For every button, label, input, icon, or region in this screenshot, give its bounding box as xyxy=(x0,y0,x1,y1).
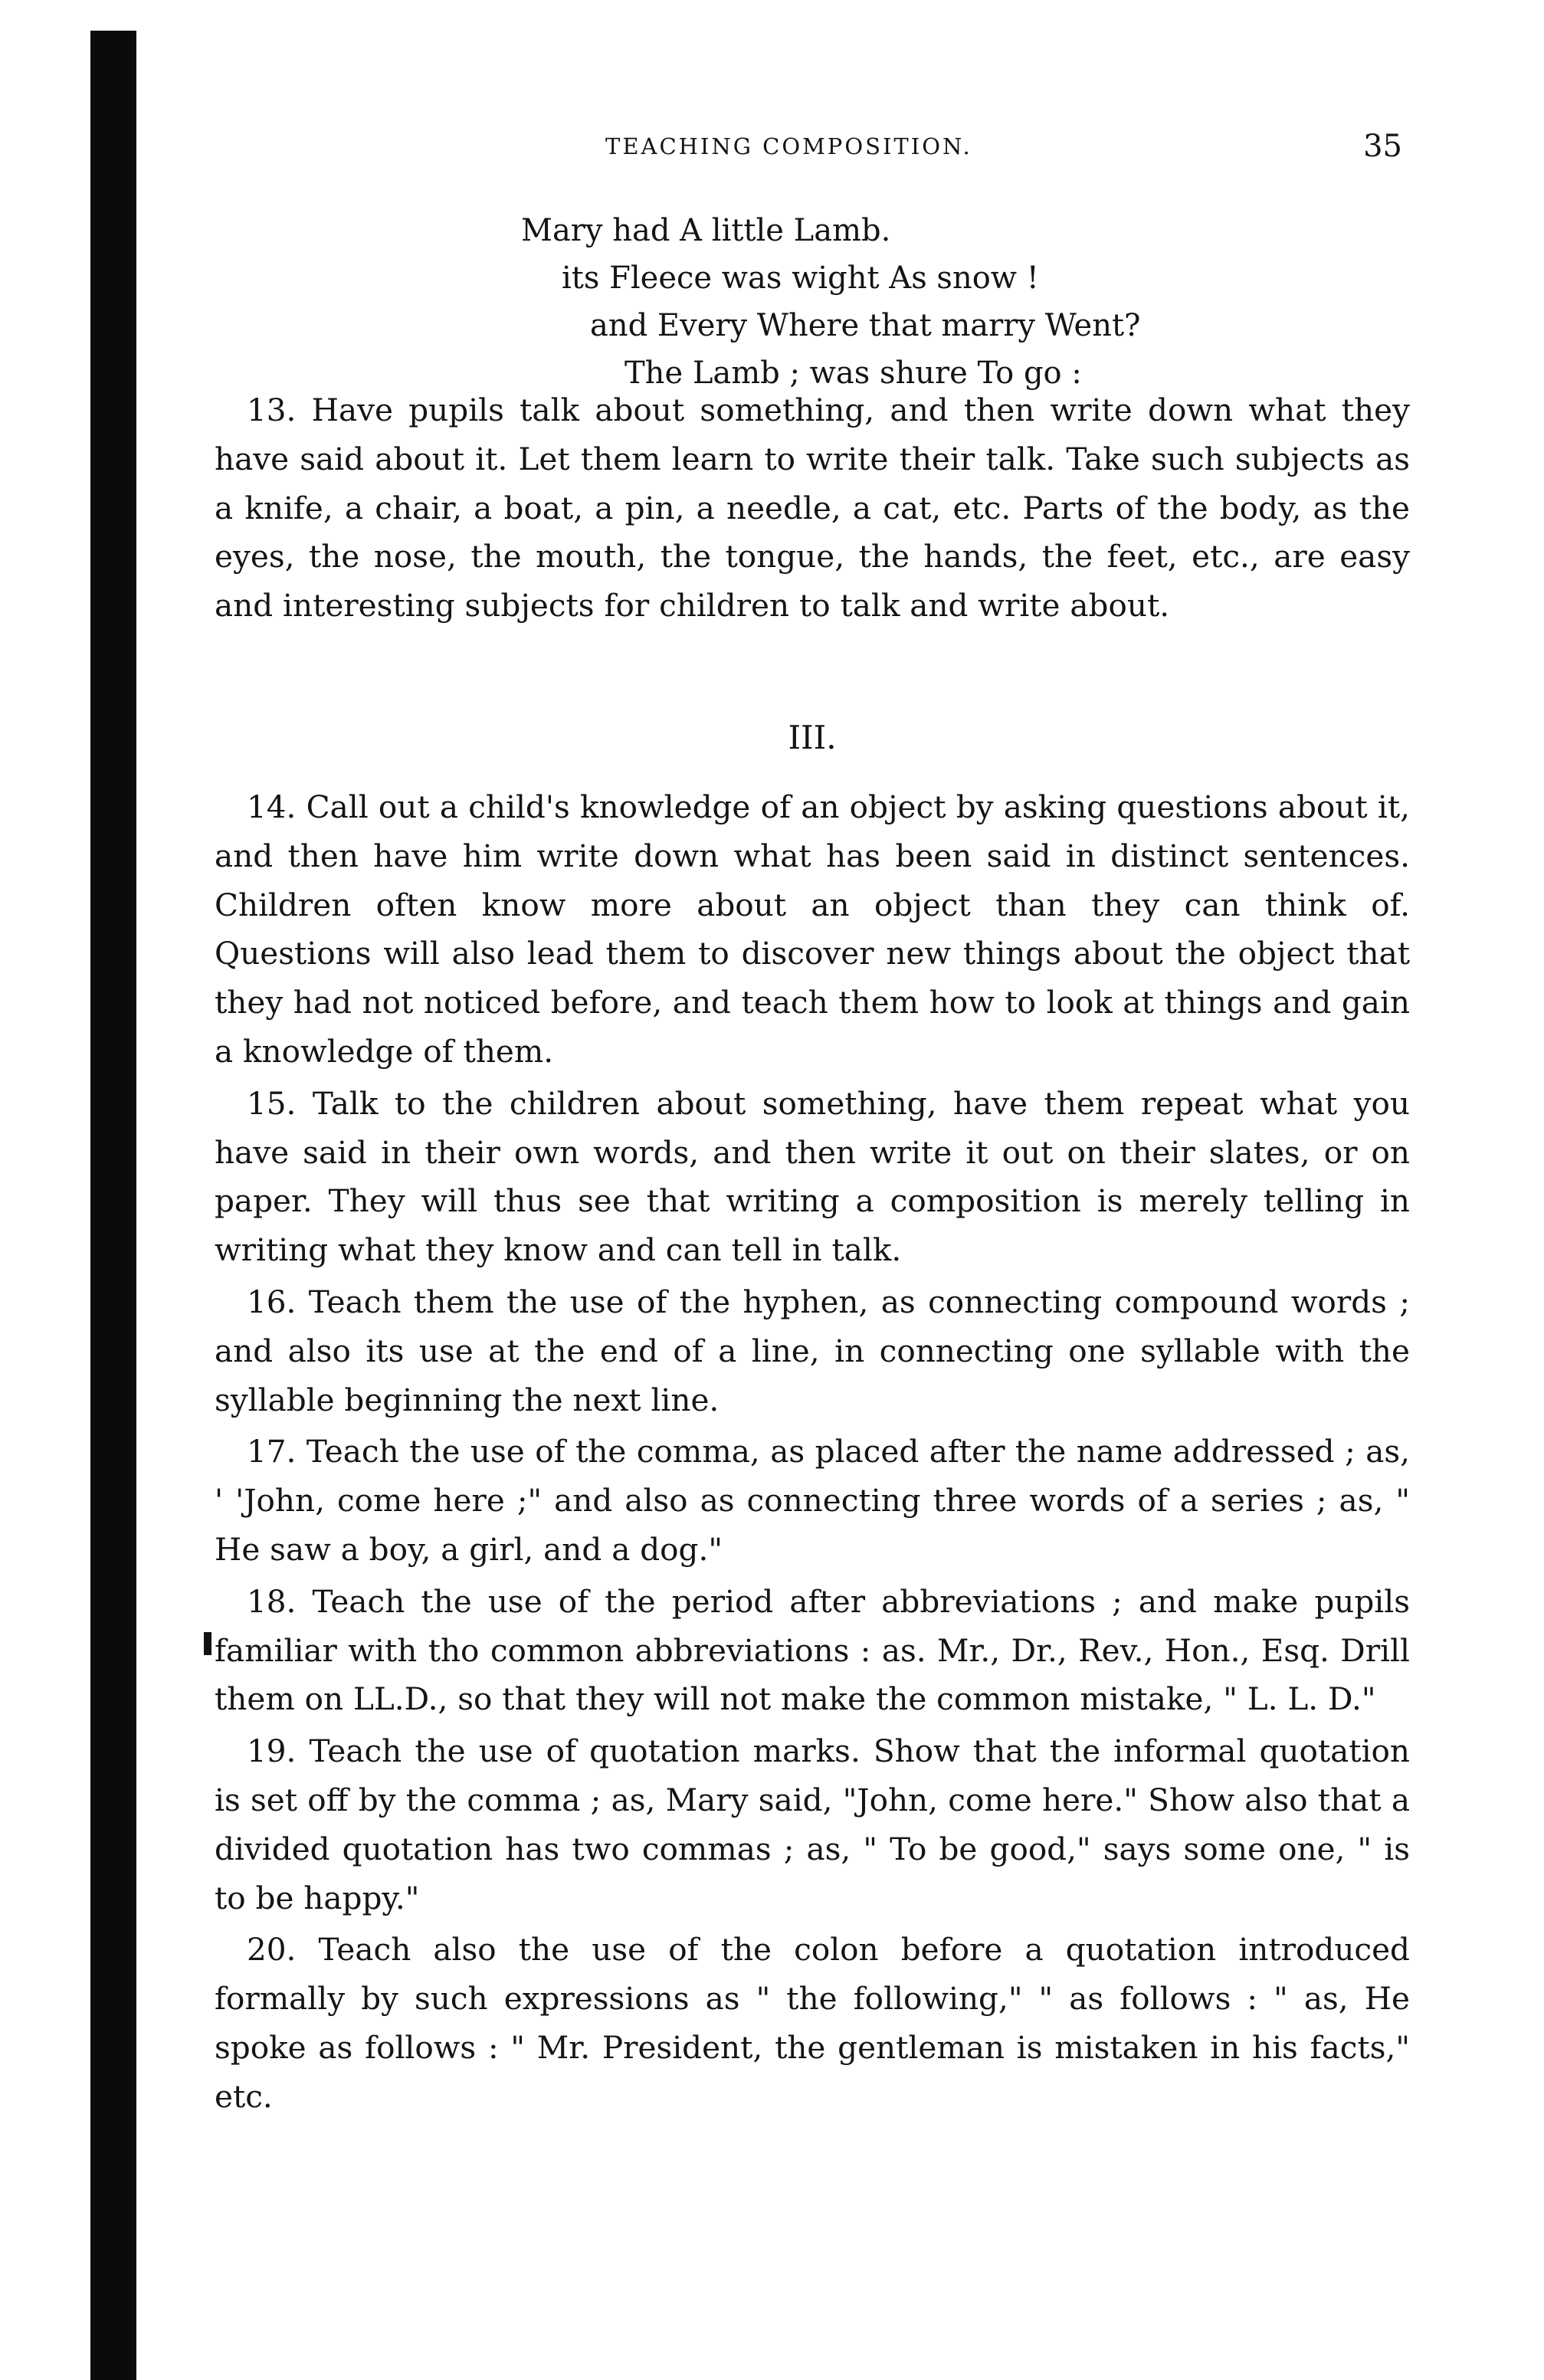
paragraph-19: 19. Teach the use of quotation marks. Show that the informal quotation is set off by the comma ; as, Mary said, "John, come here." Show also that a divided quotation has two commas ; as, " To be good," says some one, " is to be happy." xyxy=(215,1733,1410,1916)
scan-binding-edge xyxy=(90,31,136,2380)
page-number: 35 xyxy=(1363,129,1402,164)
paragraph-16: 16. Teach them the use of the hyphen, as connecting compound words ; and also its use at the end of a line, in connecting one syllable with the syllable beginning the next line. xyxy=(215,1283,1410,1418)
verse-line: Mary had A little Lamb. xyxy=(521,213,891,248)
paragraph-15: 15. Talk to the children about something, have them repeat what you have said in their own words, and then write it out on their slates, or on paper. They will thus see that writing a composition is merely telling in writing what they know and can tell in talk. xyxy=(215,1084,1410,1269)
paragraph-13: 13. Have pupils talk about something, and then write down what they have said about it. Let them learn to write their talk. Take such subjects as a knife, a chair, a boat, a pin, a needle, a cat, etc. Parts of the body, as the eyes, the nose, the mouth, the tongue, the hands, the feet, etc., are easy and interesting subjects for children to talk and write about. xyxy=(215,392,1410,625)
paragraph-18: 18. Teach the use of the period after abbreviations ; and make pupils familiar with tho common abbreviations : as. Mr., Dr., Rev., Hon., Esq. Drill them on LL.D., so that they will not make the common mistake, " L. L. D." xyxy=(215,1582,1410,1718)
section-heading: III. xyxy=(788,719,837,756)
margin-ink-mark xyxy=(204,1632,211,1655)
running-head-title: TEACHING COMPOSITION. xyxy=(605,133,972,159)
text-block-before-section xyxy=(215,386,1410,634)
verse-line: The Lamb ; was shure To go : xyxy=(624,356,1082,391)
paragraph-20: 20. Teach also the use of the colon before a quotation introduced formally by such expressions as " the following," " as follows : " as, He spoke as follows : " Mr. President, the gentleman is mistaken in his facts," etc. xyxy=(215,1931,1410,2115)
verse-line: and Every Where that marry Went? xyxy=(590,308,1141,343)
paragraph-17: 17. Teach the use of the comma, as placed after the name addressed ; as, ' 'John, come here ;" and also as connecting three words of a series ; as, " He saw a boy, a girl, and a dog." xyxy=(215,1433,1410,1568)
running-header xyxy=(215,129,1410,175)
nursery-rhyme-verse xyxy=(215,207,1410,397)
text-block-after-section xyxy=(215,783,1410,2125)
paragraph-14: 14. Call out a child's knowledge of an object by asking questions about it, and then have him write down what has been said in distinct sentences. Children often know more about an object than they can think of. Questions will also lead them to discover new things about the object that they had not noticed before, and teach them how to look at things and gain a knowledge of them. xyxy=(215,788,1410,1070)
verse-line: its Fleece was wight As snow ! xyxy=(562,261,1039,296)
book-page xyxy=(215,0,1410,2380)
